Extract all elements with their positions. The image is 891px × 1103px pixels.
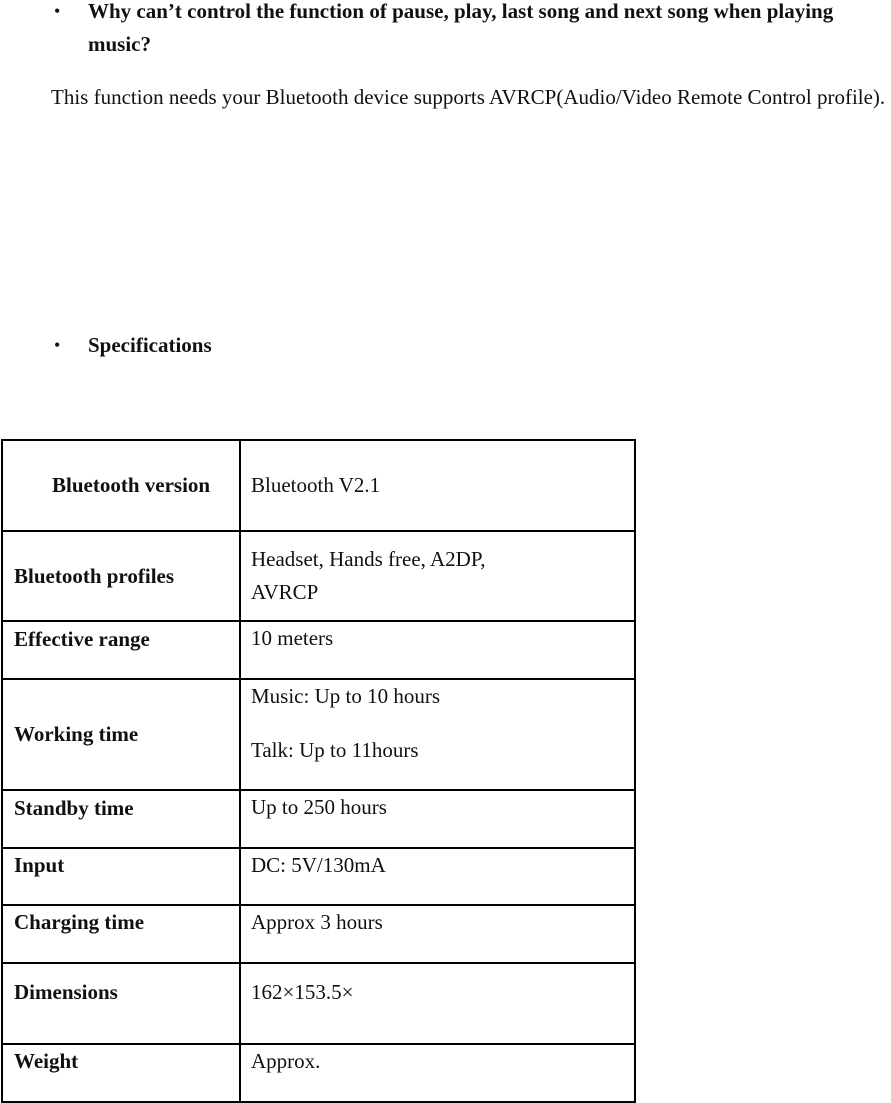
specifications-table	[1, 439, 636, 1103]
table-row	[2, 679, 635, 790]
spec-value-cell	[240, 848, 635, 905]
spec-label-cell	[2, 790, 240, 848]
spec-value-cell	[240, 440, 635, 531]
spec-label-cell	[2, 621, 240, 679]
spec-value: Approx.	[251, 1049, 321, 1073]
spec-value-cell	[240, 1044, 635, 1102]
spec-label: Input	[14, 853, 65, 877]
spec-value: Headset, Hands free, A2DP, AVRCP	[251, 547, 486, 604]
spec-value-cell	[240, 963, 635, 1044]
spec-value-cell	[240, 790, 635, 848]
bullet-icon: •	[54, 1, 61, 21]
faq-question: Why can’t control the function of pause, play, last song and next song when playing music?	[88, 0, 834, 56]
spec-label: Bluetooth profiles	[14, 563, 175, 588]
spec-label-cell	[2, 848, 240, 905]
spec-label-cell	[2, 963, 240, 1044]
spec-label-cell	[2, 531, 240, 621]
specifications-heading: Specifications	[88, 333, 212, 357]
spec-value: DC: 5V/130mA	[251, 853, 386, 877]
table-row	[2, 531, 635, 621]
spec-label-cell	[2, 1044, 240, 1102]
spec-label-cell	[2, 679, 240, 790]
spec-value-cell	[240, 679, 635, 790]
table-row	[2, 1044, 635, 1102]
spec-value-cell	[240, 531, 635, 621]
table-row	[2, 963, 635, 1044]
spec-label: Weight	[14, 1049, 79, 1073]
spec-label: Effective range	[14, 627, 150, 651]
spec-label: Bluetooth version	[52, 473, 211, 497]
spec-value-cell	[240, 621, 635, 679]
spec-value-cell	[240, 905, 635, 963]
table-row	[2, 621, 635, 679]
spec-value: Bluetooth V2.1	[251, 473, 381, 497]
faq-answer: This function needs your Bluetooth device supports AVRCP(Audio/Video Remote Control profile).	[51, 85, 886, 109]
spec-label: Working time	[14, 722, 139, 746]
spec-label-cell	[2, 440, 240, 531]
spec-value: Up to 250 hours	[251, 795, 387, 819]
table-row	[2, 440, 635, 531]
spec-label-cell	[2, 905, 240, 963]
spec-label: Dimensions	[14, 980, 118, 1004]
spec-label: Standby time	[14, 796, 134, 820]
table-row	[2, 848, 635, 905]
spec-value: Music: Up to 10 hours	[251, 684, 440, 708]
table-row	[2, 905, 635, 963]
spec-label: Charging time	[14, 910, 145, 934]
table-row	[2, 790, 635, 848]
spec-value: 162×153.5×	[251, 980, 354, 1004]
spec-value: 10 meters	[251, 626, 334, 650]
bullet-icon: •	[54, 335, 61, 355]
spec-value: Approx 3 hours	[251, 910, 383, 934]
spec-value: Talk: Up to 11hours	[251, 738, 419, 762]
